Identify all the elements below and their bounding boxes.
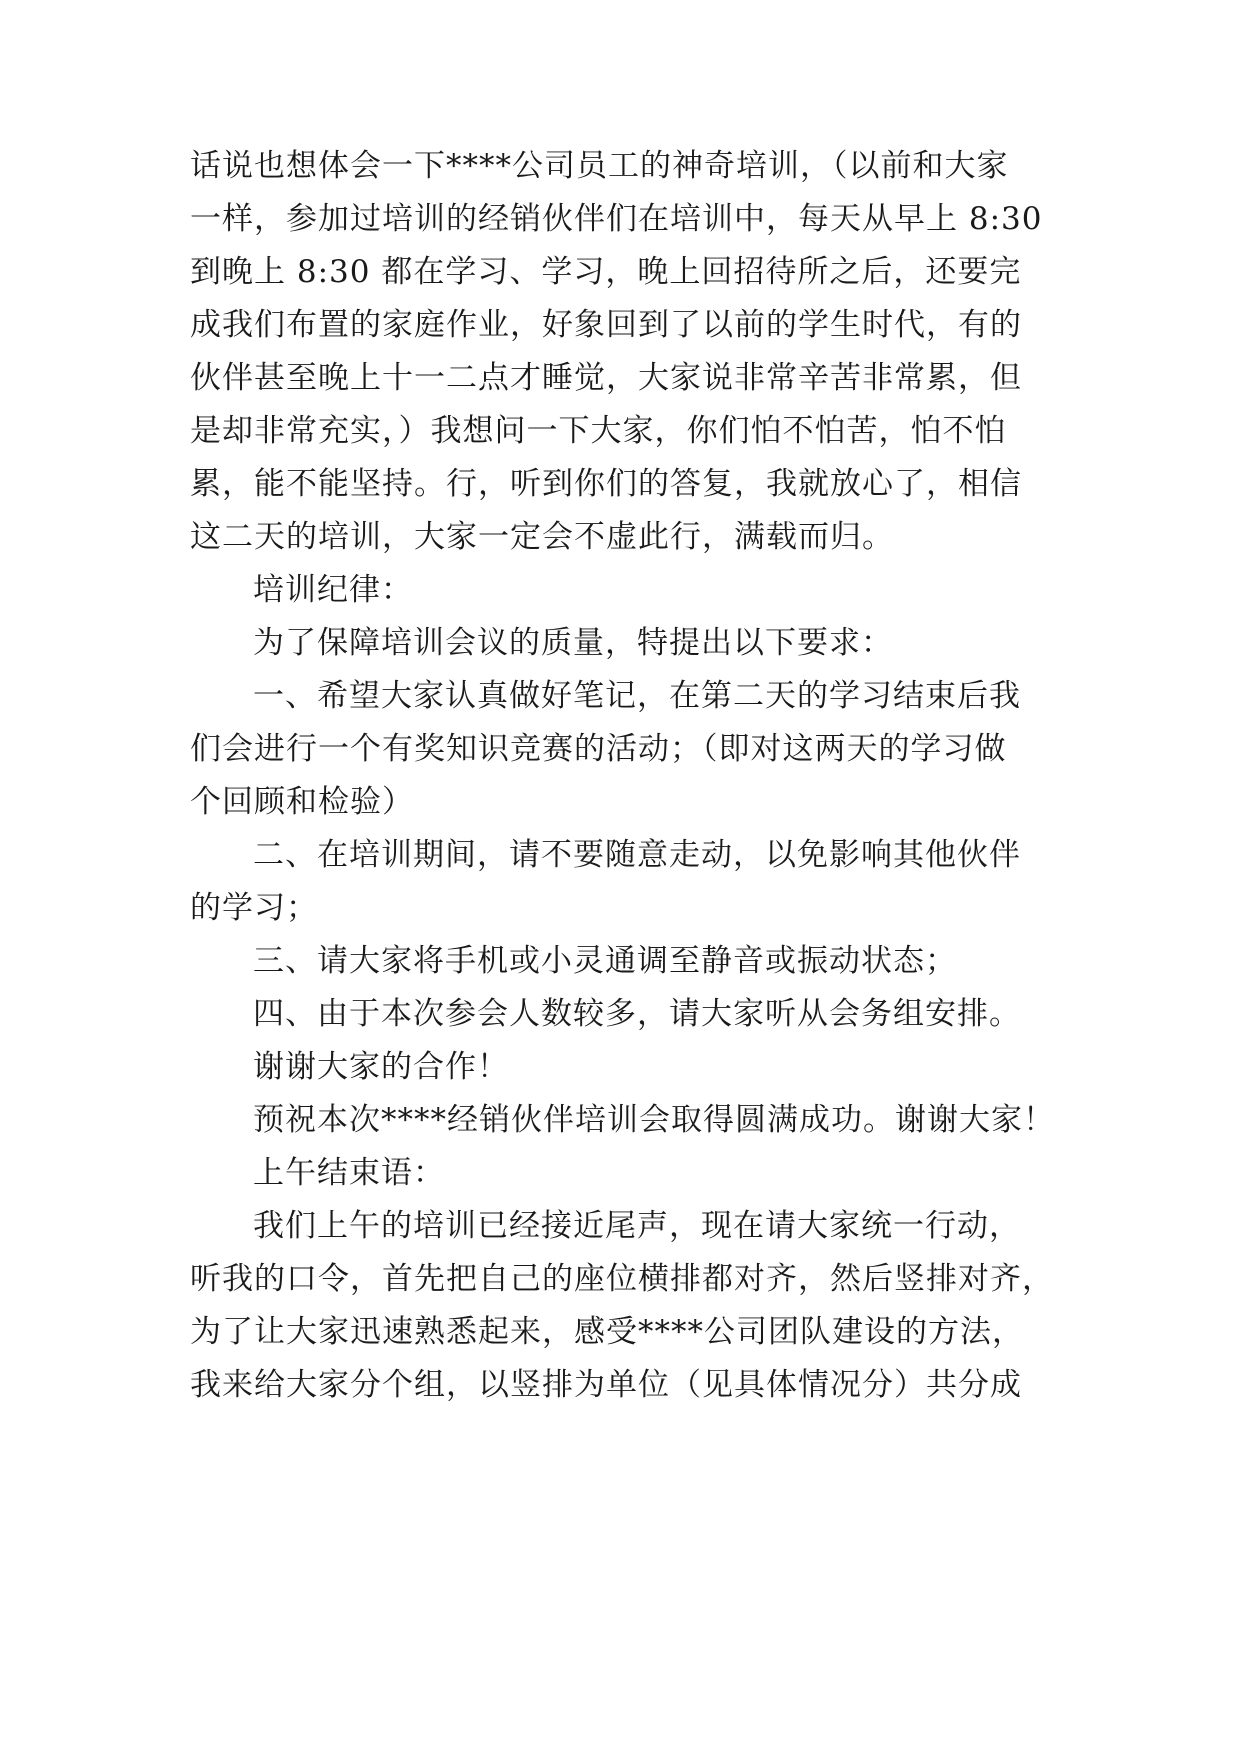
text-line: 一样，参加过培训的经销伙伴们在培训中，每天从早上 8:30 bbox=[190, 201, 1043, 237]
section-heading: 培训纪律： bbox=[253, 572, 413, 608]
text-line: 累，能不能坚持。行，听到你们的答复，我就放心了，相信 bbox=[190, 466, 1022, 502]
text-line: 为了让大家迅速熟悉起来，感受****公司团队建设的方法， bbox=[190, 1314, 1024, 1350]
section-heading: 上午结束语： bbox=[253, 1155, 445, 1191]
text-line: 为了保障培训会议的质量，特提出以下要求： bbox=[253, 625, 893, 661]
text-line: 我们上午的培训已经接近尾声，现在请大家统一行动， bbox=[253, 1208, 1021, 1244]
text-line: 我来给大家分个组，以竖排为单位（见具体情况分）共分成 bbox=[190, 1367, 1022, 1403]
text-line: 是却非常充实，）我想问一下大家，你们怕不怕苦，怕不怕 bbox=[190, 413, 1007, 449]
text-line: 个回顾和检验） bbox=[190, 784, 414, 820]
list-item: 三、请大家将手机或小灵通调至静音或振动状态； bbox=[253, 943, 957, 979]
text-line: 预祝本次****经销伙伴培训会取得圆满成功。谢谢大家！ bbox=[253, 1102, 1055, 1138]
text-line: 们会进行一个有奖知识竞赛的活动；（即对这两天的学习做 bbox=[190, 731, 1007, 767]
text-line: 的学习； bbox=[190, 890, 318, 926]
text-line: 这二天的培训，大家一定会不虚此行，满载而归。 bbox=[190, 519, 894, 555]
text-line: 听我的口令，首先把自己的座位横排都对齐，然后竖排对齐， bbox=[190, 1261, 1054, 1297]
text-line: 谢谢大家的合作！ bbox=[253, 1049, 509, 1085]
text-line: 话说也想体会一下****公司员工的神奇培训，（以前和大家 bbox=[190, 148, 1009, 184]
list-item: 四、由于本次参会人数较多，请大家听从会务组安排。 bbox=[253, 996, 1021, 1032]
list-item: 二、在培训期间，请不要随意走动，以免影响其他伙伴 bbox=[253, 837, 1021, 873]
text-line: 成我们布置的家庭作业，好象回到了以前的学生时代，有的 bbox=[190, 307, 1022, 343]
text-line: 伙伴甚至晚上十一二点才睡觉，大家说非常辛苦非常累，但 bbox=[190, 360, 1022, 396]
text-line: 到晚上 8:30 都在学习、学习，晚上回招待所之后，还要完 bbox=[190, 254, 1022, 290]
list-item: 一、希望大家认真做好笔记，在第二天的学习结束后我 bbox=[253, 678, 1021, 714]
